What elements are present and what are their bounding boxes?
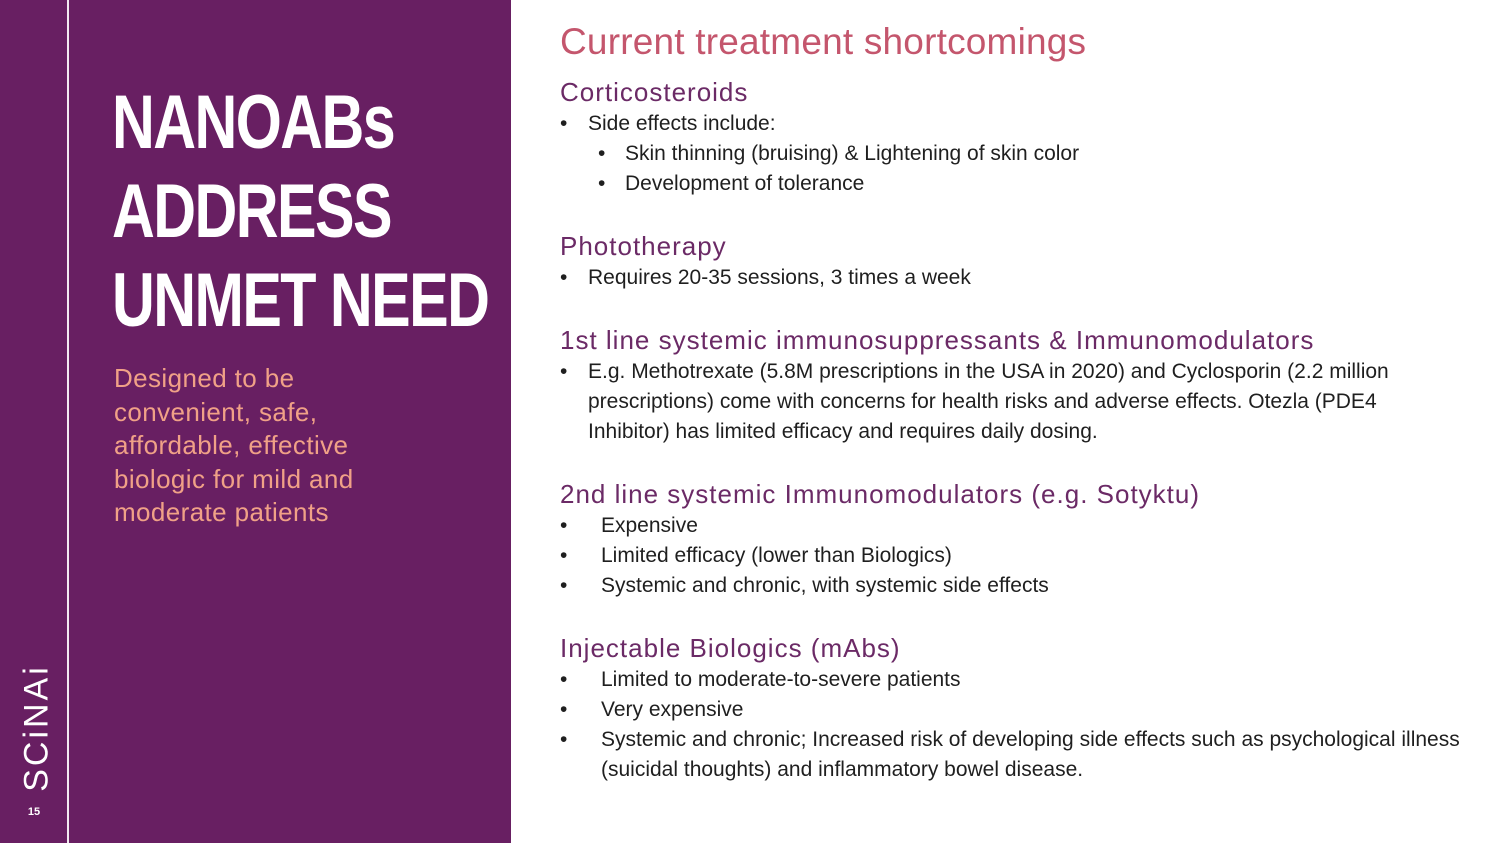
section-title: Injectable Biologics (mAbs) bbox=[560, 633, 901, 663]
bullet-item: • E.g. Methotrexate (5.8M prescriptions in the USA in 2020) and Cyclosporin (2.2 million prescriptions) come with concerns for health risks and adverse effects. Otezla (PDE4 Inhibitor) has limited efficacy and requires daily dosing. bbox=[560, 357, 1460, 447]
page-number: 15 bbox=[27, 806, 41, 818]
bullet-list bbox=[560, 665, 1460, 785]
headline-line: ADDRESS bbox=[112, 169, 391, 254]
subtitle: Designed to be convenient, safe, affordable, effective biologic for mild and moderate patients bbox=[114, 363, 354, 527]
section-biologics bbox=[560, 632, 1460, 785]
bullet-item: • Expensive bbox=[560, 511, 1460, 541]
section-title: 2nd line systemic Immunomodulators (e.g. Sotyktu) bbox=[560, 479, 1201, 509]
main-content bbox=[560, 20, 1460, 816]
sub-bullet-item: • Skin thinning (bruising) & Lightening of skin color bbox=[560, 139, 1460, 169]
bullet-item: • Systemic and chronic; Increased risk of developing side effects such as psychological illness (suicidal thoughts) and inflammatory bowel disease. bbox=[560, 725, 1460, 785]
vertical-divider bbox=[67, 0, 69, 843]
bullet-list bbox=[560, 511, 1460, 601]
section-first-line bbox=[560, 324, 1460, 447]
headline-line: UNMET NEED bbox=[112, 258, 489, 343]
bullet-item: • Very expensive bbox=[560, 695, 1460, 725]
bullet-list bbox=[560, 263, 1460, 293]
section-corticosteroids bbox=[560, 76, 1460, 199]
bullet-item: • Side effects include: bbox=[560, 109, 1460, 139]
bullet-item: • Systemic and chronic, with systemic side effects bbox=[560, 571, 1460, 601]
section-phototherapy bbox=[560, 230, 1460, 293]
company-logo bbox=[12, 664, 62, 792]
bullet-item: • Limited efficacy (lower than Biologics) bbox=[560, 541, 1460, 571]
bullet-list bbox=[560, 109, 1460, 199]
headline-line: NANOABs bbox=[112, 80, 395, 165]
section-second-line bbox=[560, 478, 1460, 601]
page-title: Current treatment shortcomings bbox=[560, 21, 1087, 62]
sub-bullet-item: • Development of tolerance bbox=[560, 169, 1460, 199]
bullet-item: • Limited to moderate-to-severe patients bbox=[560, 665, 1460, 695]
section-title: Phototherapy bbox=[560, 231, 727, 261]
bullet-item: • Requires 20-35 sessions, 3 times a week bbox=[560, 263, 1460, 293]
section-title: 1st line systemic immunosuppressants & Immunomodulators bbox=[560, 325, 1315, 355]
headline bbox=[112, 78, 488, 345]
left-panel bbox=[0, 0, 511, 843]
section-title: Corticosteroids bbox=[560, 77, 749, 107]
bullet-list bbox=[560, 357, 1460, 447]
logo-text: SCiNAi bbox=[17, 664, 56, 792]
